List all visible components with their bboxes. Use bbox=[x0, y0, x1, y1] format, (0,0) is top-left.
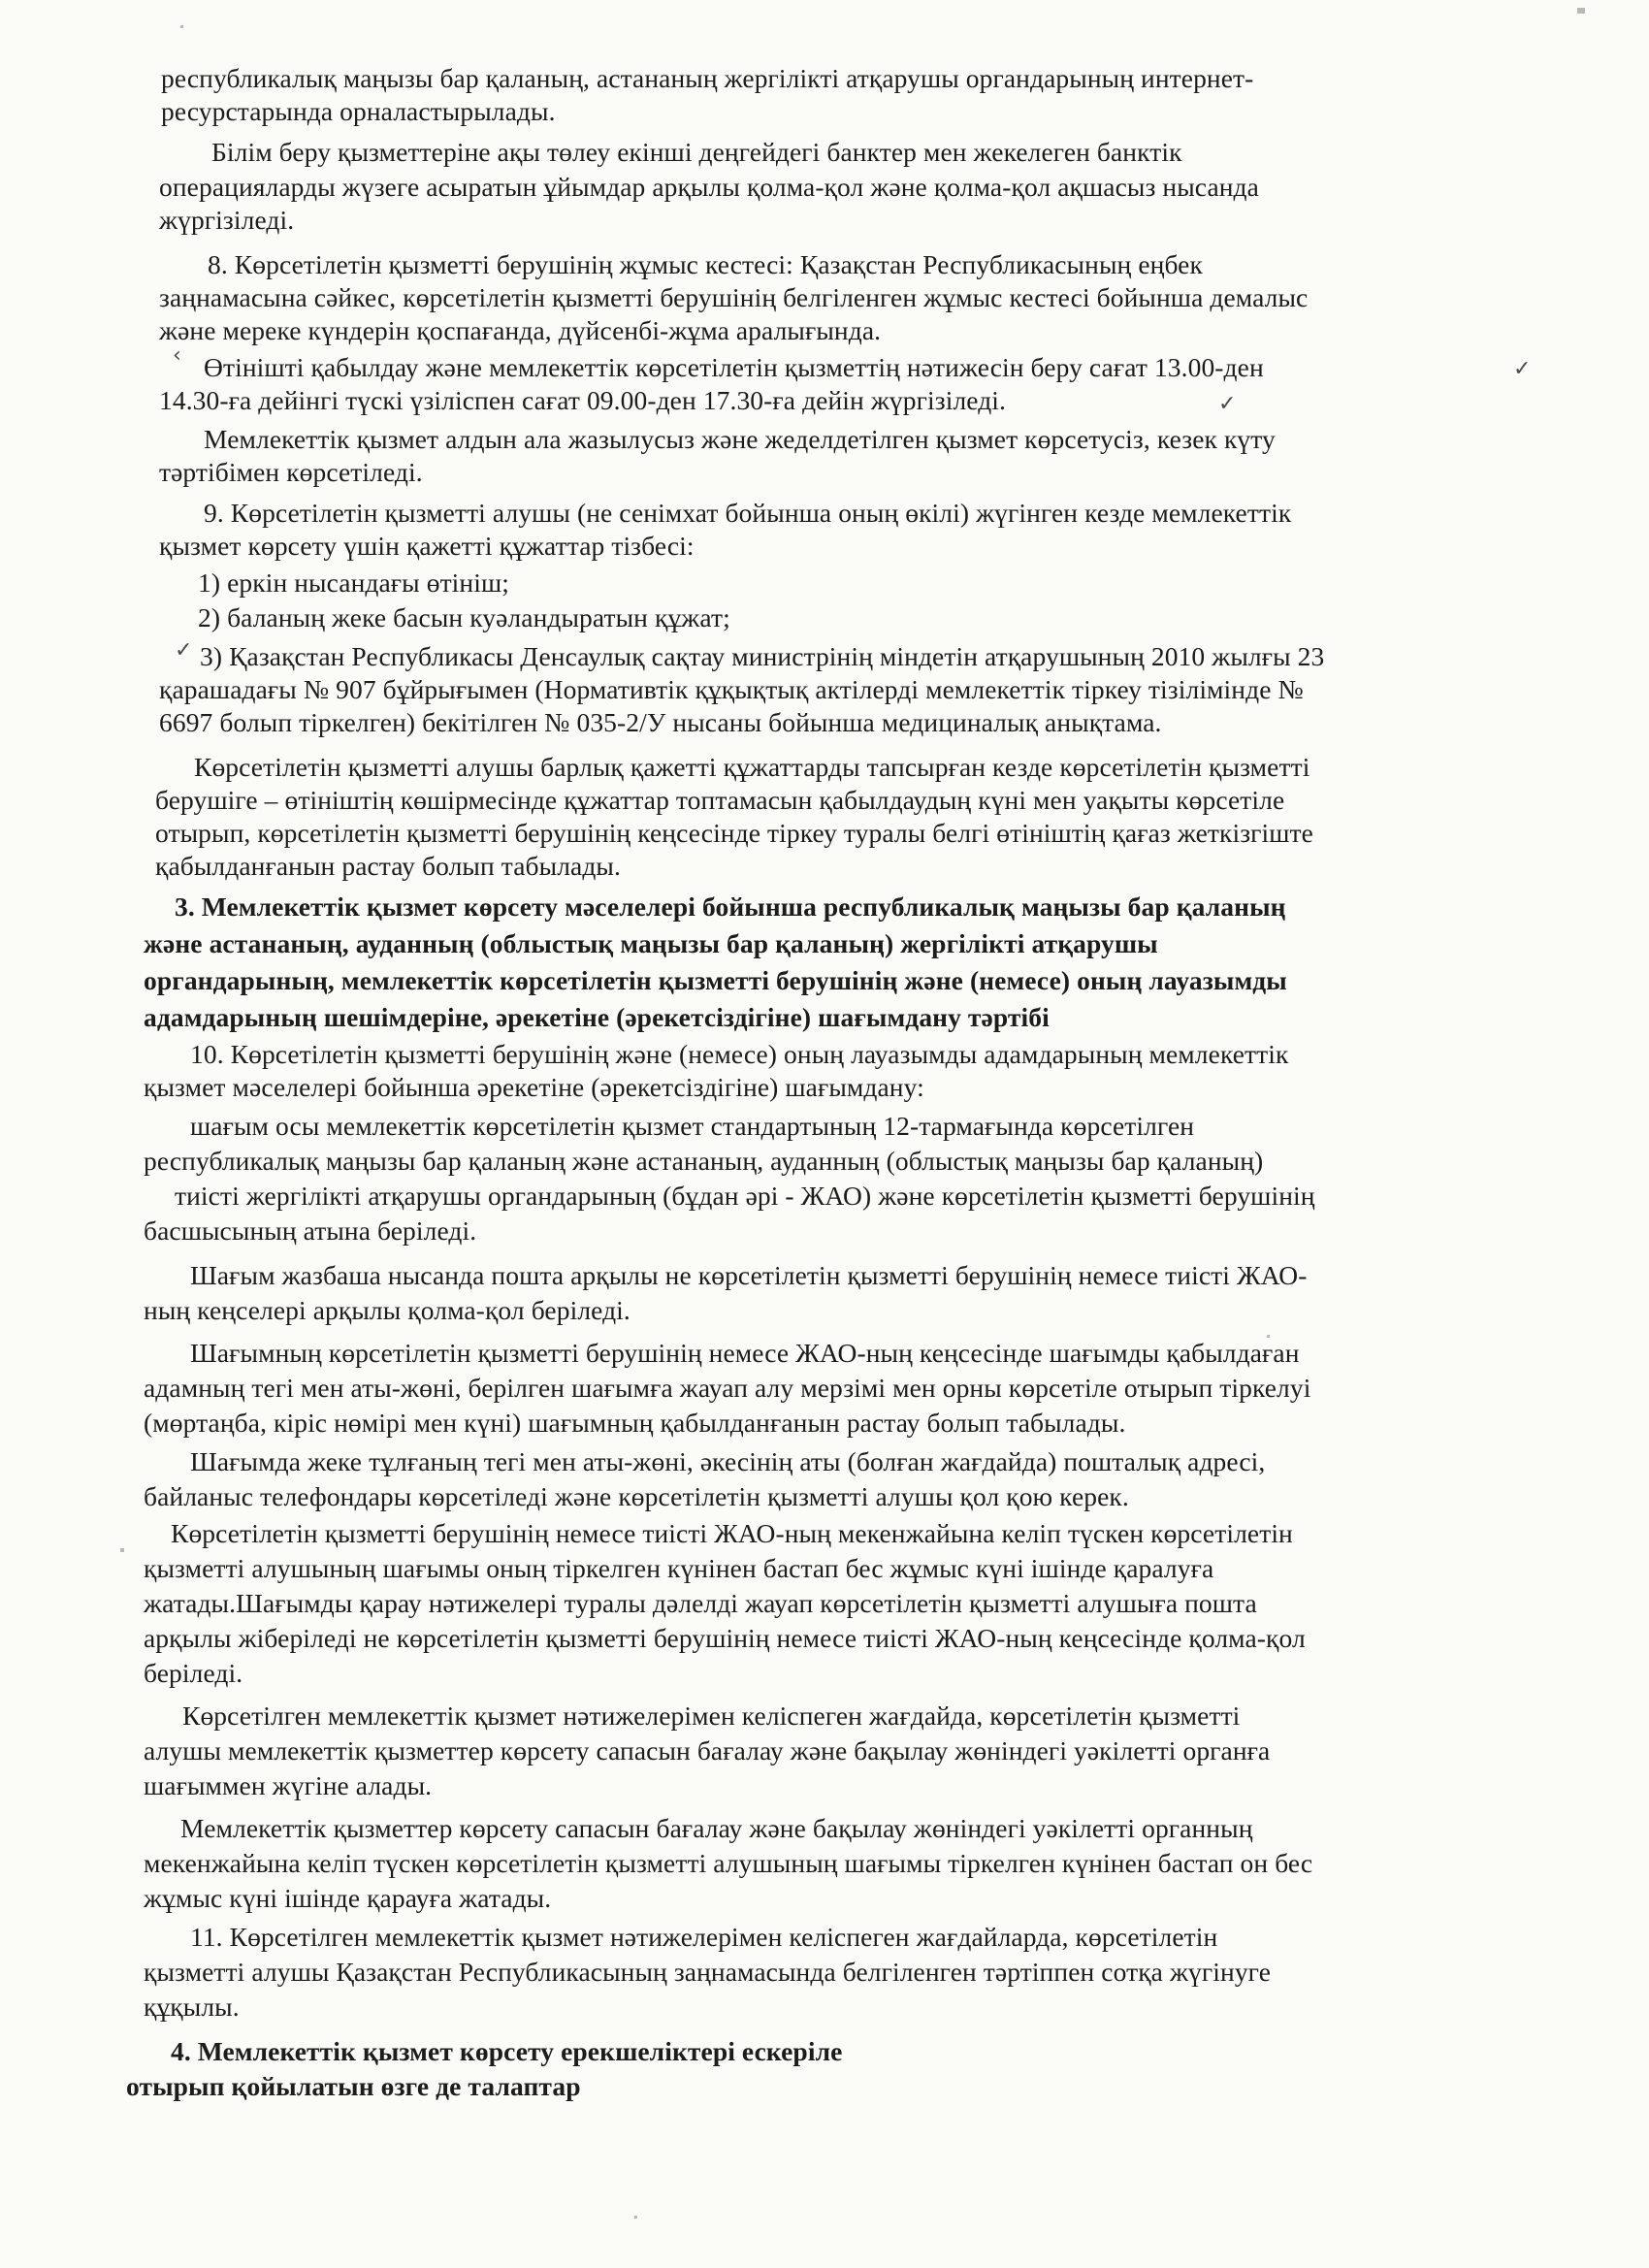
text-line: қарашадағы № 907 бұйрығымен (Нормативтік құқықтық актілерді мемлекеттік тіркеу тізілімінде № bbox=[159, 674, 1304, 704]
handwritten-check-mark: ✓ bbox=[1218, 392, 1237, 416]
text-line: Мемлекеттік қызметтер көрсету сапасын бағалау және бақылау жөніндегі уәкілетті органның bbox=[180, 1813, 1253, 1843]
scan-speck bbox=[1267, 1335, 1270, 1338]
text-line: 10. Көрсетілетін қызметті берушінің және (немесе) оның лауазымды адамдарының мемлекеттік bbox=[190, 1039, 1289, 1069]
text-line: Көрсетілетін қызметті берушінің немесе тиісті ЖАО-ның мекенжайына келіп түскен көрсетілетін bbox=[171, 1518, 1293, 1548]
text-line: қызметті алушы Қазақстан Республикасының заңнамасында белгіленген тәртіппен сотқа жүгінуге bbox=[144, 1957, 1271, 1987]
handwritten-check-mark: ‹ bbox=[173, 343, 181, 368]
text-line: республикалық маңызы бар қаланың және астананың, ауданның (облыстық маңызы бар қаланың) bbox=[144, 1146, 1264, 1176]
text-line: Шағым жазбаша нысанда пошта арқылы не көрсетілетін қызметті берушінің немесе тиісті ЖАО- bbox=[190, 1260, 1308, 1290]
text-line: беріледі. bbox=[144, 1658, 243, 1688]
text-line: тәртібімен көрсетіледі. bbox=[159, 457, 423, 487]
list-item: 1) еркін нысандағы өтініш; bbox=[198, 567, 509, 598]
text-line: (мөртаңба, кіріс нөмірі мен күні) шағымның қабылданғанын растау болып табылады. bbox=[144, 1408, 1126, 1438]
text-line: Шағымда жеке тұлғаның тегі мен аты-жөні, әкесінің аты (болған жағдайда) пошталық адресі, bbox=[190, 1446, 1266, 1476]
scan-speck bbox=[634, 2216, 637, 2219]
section-heading: 3. Мемлекеттік қызмет көрсету мәселелері бойынша республикалық маңызы бар қаланың bbox=[175, 891, 1286, 922]
text-line: жұмыс күні ішінде қарауға жатады. bbox=[144, 1883, 552, 1913]
text-line: құқылы. bbox=[144, 1992, 240, 2022]
text-line: ның кеңселері арқылы қолма-қол беріледі. bbox=[144, 1295, 630, 1325]
text-line: және мереке күндерін қоспағанда, дүйсенбі-жұма аралығында. bbox=[159, 315, 882, 345]
text-line: Мемлекеттік қызмет алдын ала жазылусыз және жеделдетілген қызмет көрсетусіз, кезек күту bbox=[204, 424, 1276, 454]
list-item: 3) Қазақстан Республикасы Денсаулық сақтау министрінің міндетін атқарушының 2010 жылғы 23 bbox=[200, 641, 1325, 671]
text-line: арқылы жіберіледі не көрсетілетін қызметті берушінің немесе тиісті ЖАО-ның кеңсесінде қолма-қол bbox=[144, 1623, 1306, 1653]
text-line: Өтінішті қабылдау және мемлекеттік көрсетілетін қызметтің нәтижесін беру сағат 13.00-ден bbox=[204, 352, 1264, 382]
text-line: Көрсетілетін қызметті алушы барлық қажетті құжаттарды тапсырған кезде көрсетілетін қызметті bbox=[194, 752, 1310, 782]
text-line: қызмет көрсету үшін қажетті құжаттар тізбесі: bbox=[159, 531, 695, 561]
text-line: Білім беру қызметтеріне ақы төлеу екінші деңгейдегі банктер мен жекелеген банктік bbox=[211, 137, 1182, 167]
text-line: қызметті алушының шағымы оның тіркелген күнінен бастап бес жұмыс күні ішінде қаралуға bbox=[144, 1553, 1214, 1583]
text-line: шағым осы мемлекеттік көрсетілетін қызмет стандартының 12-тармағында көрсетілген bbox=[190, 1111, 1195, 1141]
text-line: республикалық маңызы бар қаланың, астананың жергілікті атқарушы органдарының интернет- bbox=[161, 63, 1254, 93]
text-line: заңнамасына сәйкес, көрсетілетін қызметті берушінің белгіленген жұмыс кестесі бойынша демалыс bbox=[159, 282, 1309, 312]
section-heading: адамдарының шешімдеріне, әрекетіне (әрекетсіздігіне) шағымдану тәртібі bbox=[144, 1002, 1050, 1032]
text-line: Шағымның көрсетілетін қызметті берушінің немесе ЖАО-ның кеңсесінде шағымды қабылдаған bbox=[190, 1338, 1300, 1368]
scan-speck bbox=[120, 1548, 124, 1552]
list-item: 2) баланың жеке басын куәландыратын құжат; bbox=[198, 602, 730, 632]
text-line: 14.30-ға дейінгі түскі үзіліспен сағат 09.00-ден 17.30-ға дейін жүргізіледі. bbox=[159, 385, 1007, 415]
text-line: ресурстарында орналастырылады. bbox=[161, 96, 556, 126]
text-line: шағыммен жүгіне алады. bbox=[144, 1770, 433, 1800]
section-heading: және астананың, ауданның (облыстық маңызы бар қаланың) жергілікті атқарушы bbox=[144, 928, 1158, 958]
text-line: жатады.Шағымды қарау нәтижелері туралы дәлелді жауап көрсетілетін қызметті алушыға пошта bbox=[144, 1588, 1257, 1618]
text-line: қабылданғанын растау болып табылады. bbox=[155, 851, 621, 881]
section-heading: 4. Мемлекеттік қызмет көрсету ерекшеліктері ескеріле bbox=[171, 2036, 843, 2066]
scan-speck bbox=[180, 25, 183, 28]
text-line: мекенжайына келіп түскен көрсетілетін қызметті алушының шағымы тіркелген күнінен бастап он бес bbox=[144, 1848, 1313, 1878]
text-line: 8. Көрсетілетін қызметті берушінің жұмыс кестесі: Қазақстан Республикасының еңбек bbox=[208, 249, 1203, 279]
text-line: адамның тегі мен аты-жөні, берілген шағымға жауап алу мерзімі мен орны көрсетіле отырып тіркелуі bbox=[144, 1373, 1311, 1403]
text-line: басшысының атына беріледі. bbox=[144, 1215, 477, 1246]
text-line: тиісті жергілікті атқарушы органдарының (бұдан әрі - ЖАО) және көрсетілетін қызметті берушінің bbox=[175, 1181, 1315, 1211]
text-line: берушіге – өтініштің көшірмесінде құжаттар топтамасын қабылдаудың күні мен уақыты көрсетіле bbox=[155, 785, 1285, 815]
text-line: операцияларды жүзеге асыратын ұйымдар арқылы қолма-қол және қолма-қол ақшасыз нысанда bbox=[159, 172, 1259, 202]
text-line: отырып, көрсетілетін қызметті берушінің кеңсесінде тіркеу туралы белгі өтініштің қағаз жеткізгіште bbox=[155, 818, 1313, 848]
section-heading: отырып қойылатын өзге де талаптар bbox=[126, 2071, 581, 2101]
text-line: Көрсетілген мемлекеттік қызмет нәтижелерімен келіспеген жағдайда, көрсетілетін қызметті bbox=[182, 1701, 1241, 1731]
text-line: қызмет мәселелері бойынша әрекетіне (әрекетсіздігіне) шағымдану: bbox=[144, 1072, 924, 1102]
handwritten-check-mark: ✓ bbox=[175, 638, 193, 663]
text-line: 6697 болып тіркелген) бекітілген № 035-2/У нысаны бойынша медициналық анықтама. bbox=[159, 707, 1162, 737]
text-line: байланыс телефондары көрсетіледі және көрсетілетін қызметті алушы қол қою керек. bbox=[144, 1481, 1129, 1511]
text-line: алушы мемлекеттік қызметтер көрсету сапасын бағалау және бақылау жөніндегі уәкілетті органға bbox=[144, 1735, 1271, 1766]
scan-speck bbox=[1577, 8, 1585, 14]
text-line: 9. Көрсетілетін қызметті алушы (не сенімхат бойынша оның өкілі) жүгінген кезде мемлекеттік bbox=[204, 498, 1292, 528]
text-line: 11. Көрсетілген мемлекеттік қызмет нәтижелерімен келіспеген жағдайларда, көрсетілетін bbox=[190, 1922, 1218, 1952]
section-heading: органдарының, мемлекеттік көрсетілетін қызметті берушінің және (немесе) оның лауазымды bbox=[144, 965, 1287, 995]
text-line: жүргізіледі. bbox=[159, 205, 295, 235]
handwritten-check-mark: ✓ bbox=[1513, 357, 1532, 381]
